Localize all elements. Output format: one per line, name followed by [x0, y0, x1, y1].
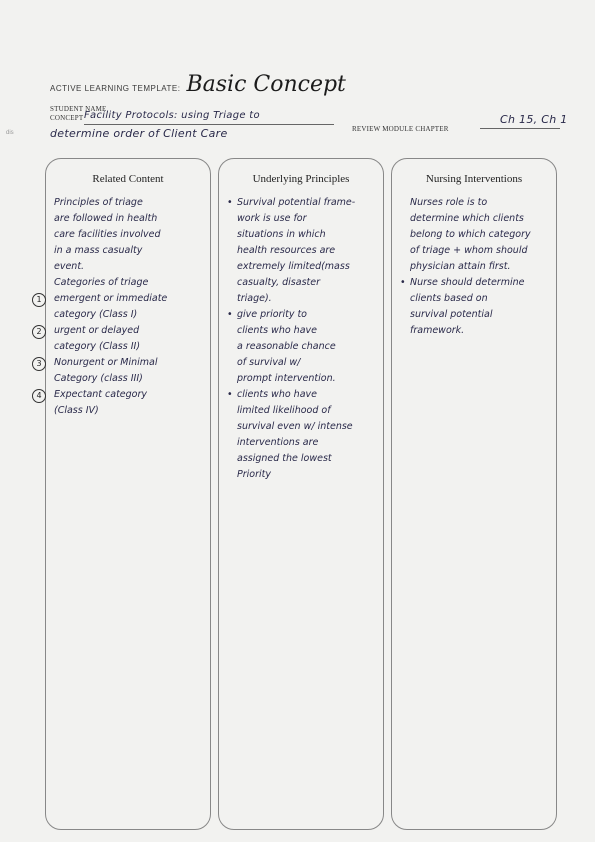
note-text: emergent or immediate: [54, 293, 168, 304]
underlying-note-line: [227, 355, 375, 371]
related-content-body: [36, 195, 202, 419]
circled-number-4: 4: [32, 389, 46, 403]
note-text: urgent or delayed: [54, 325, 140, 336]
note-text: category (Class II): [54, 341, 141, 352]
circled-number-2: 2: [32, 325, 46, 339]
concept-underline: [84, 124, 334, 125]
review-module-value: Ch 15, Ch 1: [500, 113, 568, 126]
underlying-principles-header: Underlying Principles: [252, 173, 350, 185]
note-text: Expectant category: [54, 389, 148, 400]
related-note-line: [54, 291, 202, 307]
related-note-line: [54, 211, 202, 227]
nursing-note-line: [400, 307, 548, 323]
note-text: casualty, disaster: [237, 277, 320, 288]
related-note-line: [54, 387, 202, 403]
note-text: framework.: [410, 325, 465, 336]
note-text: belong to which category: [410, 229, 531, 240]
note-text: Nonurgent or Minimal: [54, 357, 158, 368]
underlying-note-line: [227, 451, 375, 467]
related-note-line: [54, 195, 202, 211]
underlying-note-line: [227, 323, 375, 339]
note-text: triage).: [237, 293, 272, 304]
nursing-note-line: [400, 323, 548, 339]
related-note-line: [54, 307, 202, 323]
underlying-note-line: [227, 307, 375, 323]
template-label: ACTIVE LEARNING TEMPLATE:: [50, 84, 181, 93]
note-text: health resources are: [237, 245, 336, 256]
nursing-note-line: [400, 243, 548, 259]
related-note-line: [54, 403, 202, 419]
note-text: physician attain first.: [410, 261, 511, 272]
note-text: category (Class I): [54, 309, 138, 320]
note-text: are followed in health: [54, 213, 158, 224]
note-text: extremely limited(mass: [237, 261, 350, 272]
note-text: of survival w/: [237, 357, 301, 368]
nursing-interventions-body: [400, 195, 548, 339]
margin-mark: dis: [6, 130, 14, 136]
concept-value-line1: Facility Protocols: using Triage to: [84, 110, 260, 121]
related-note-line: [54, 323, 202, 339]
related-note-line: [54, 243, 202, 259]
related-content-header: Related Content: [92, 173, 164, 185]
note-text: (Class IV): [54, 405, 99, 416]
note-text: clients based on: [410, 293, 488, 304]
note-text: survival even w/ intense: [237, 421, 353, 432]
note-text: care facilities involved: [54, 229, 161, 240]
nursing-interventions-column: [391, 158, 557, 830]
note-text: of triage + whom should: [410, 245, 528, 256]
bullet-dot-icon: •: [227, 309, 233, 320]
underlying-principles-body: [227, 195, 375, 483]
underlying-note-line: [227, 227, 375, 243]
note-text: Principles of triage: [54, 197, 143, 208]
concept-label: CONCEPT: [50, 114, 84, 122]
underlying-note-line: [227, 259, 375, 275]
underlying-note-line: [227, 211, 375, 227]
note-text: determine which clients: [410, 213, 524, 224]
note-text: work is use for: [237, 213, 307, 224]
underlying-note-line: [227, 275, 375, 291]
nursing-note-line: [400, 227, 548, 243]
note-text: Priority: [237, 469, 271, 480]
note-text: interventions are: [237, 437, 319, 448]
underlying-note-line: [227, 467, 375, 483]
related-content-column: [36, 158, 211, 830]
template-header: [50, 72, 346, 97]
underlying-note-line: [227, 339, 375, 355]
note-text: clients who have: [237, 389, 317, 400]
note-text: Nurses role is to: [410, 197, 488, 208]
underlying-note-line: [227, 403, 375, 419]
note-text: in a mass casualty: [54, 245, 143, 256]
circled-number-1: 1: [32, 293, 46, 307]
student-name-label: STUDENT NAME: [50, 105, 107, 113]
underlying-principles-column: [218, 158, 384, 830]
review-module-label: REVIEW MODULE CHAPTER: [352, 125, 449, 133]
note-text: give priority to: [237, 309, 307, 320]
review-underline: [480, 128, 560, 129]
underlying-note-line: [227, 435, 375, 451]
note-text: event.: [54, 261, 85, 272]
nursing-note-line: [400, 275, 548, 291]
template-title: Basic Concept: [186, 72, 346, 97]
note-text: limited likelihood of: [237, 405, 331, 416]
note-text: survival potential: [410, 309, 493, 320]
concept-value-line2: determine order of Client Care: [50, 127, 228, 140]
related-note-line: [54, 259, 202, 275]
note-text: Survival potential frame-: [237, 197, 356, 208]
note-text: Nurse should determine: [410, 277, 525, 288]
nursing-note-line: [400, 195, 548, 211]
underlying-note-line: [227, 371, 375, 387]
note-text: situations in which: [237, 229, 326, 240]
bullet-dot-icon: •: [400, 277, 406, 288]
underlying-note-line: [227, 243, 375, 259]
note-text: Category (class III): [54, 373, 143, 384]
bullet-dot-icon: •: [227, 389, 233, 400]
related-note-line: [54, 371, 202, 387]
circled-number-3: 3: [32, 357, 46, 371]
nursing-note-line: [400, 211, 548, 227]
underlying-note-line: [227, 387, 375, 403]
nursing-note-line: [400, 259, 548, 275]
underlying-note-line: [227, 291, 375, 307]
related-note-line: [54, 227, 202, 243]
related-note-line: [54, 275, 202, 291]
note-text: Categories of triage: [54, 277, 149, 288]
note-text: a reasonable chance: [237, 341, 336, 352]
nursing-interventions-header: Nursing Interventions: [425, 173, 523, 185]
nursing-note-line: [400, 291, 548, 307]
underlying-note-line: [227, 419, 375, 435]
bullet-dot-icon: •: [227, 197, 233, 208]
note-text: prompt intervention.: [237, 373, 336, 384]
underlying-note-line: [227, 195, 375, 211]
note-text: assigned the lowest: [237, 453, 332, 464]
note-text: clients who have: [237, 325, 317, 336]
related-note-line: [54, 339, 202, 355]
related-note-line: [54, 355, 202, 371]
